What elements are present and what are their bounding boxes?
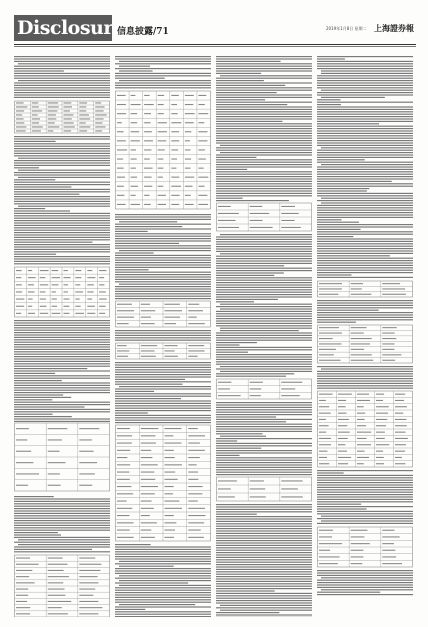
text-column-3 — [216, 55, 312, 617]
data-table — [15, 267, 110, 317]
text-column-2 — [115, 55, 211, 617]
text-block — [14, 496, 110, 552]
data-table — [15, 101, 110, 133]
masthead — [0, 0, 428, 52]
text-block — [317, 300, 413, 323]
text-block — [115, 330, 211, 341]
column-content — [216, 55, 312, 617]
header-rule — [14, 44, 416, 45]
data-table — [116, 343, 211, 359]
data-table — [116, 91, 211, 209]
text-block — [115, 362, 211, 423]
text-block — [14, 56, 110, 98]
text-block — [216, 234, 312, 377]
data-table — [217, 379, 312, 399]
section-title: 信息披露/71 — [117, 27, 169, 37]
data-table — [15, 555, 110, 617]
column-content — [115, 55, 211, 617]
issue-date: 2019年1月8日 星期二 — [326, 26, 367, 31]
disclosure-logo — [14, 15, 125, 41]
text-block — [317, 56, 413, 278]
text-block — [216, 56, 312, 201]
text-column-4 — [317, 55, 413, 617]
text-block — [14, 320, 110, 422]
column-content — [14, 55, 110, 617]
data-table — [217, 477, 312, 501]
text-block — [317, 570, 413, 595]
data-table — [318, 281, 413, 297]
text-column-1 — [14, 55, 110, 617]
data-table — [217, 203, 312, 231]
text-block — [14, 136, 110, 264]
data-table — [116, 301, 211, 327]
newspaper-name: 上海證券報 — [374, 23, 414, 33]
text-block — [317, 366, 413, 389]
text-block — [115, 544, 211, 617]
header-rule-thin — [14, 46, 416, 47]
column-content — [317, 55, 413, 617]
data-table — [15, 423, 110, 491]
text-block — [115, 56, 211, 88]
text-block — [216, 402, 312, 475]
text-block — [115, 214, 211, 299]
data-table — [318, 391, 413, 467]
data-table — [116, 425, 211, 541]
text-block — [216, 504, 312, 617]
data-table — [318, 325, 413, 363]
data-table — [318, 527, 413, 567]
text-block — [317, 470, 413, 524]
brand-text: Disclosure — [17, 17, 125, 39]
